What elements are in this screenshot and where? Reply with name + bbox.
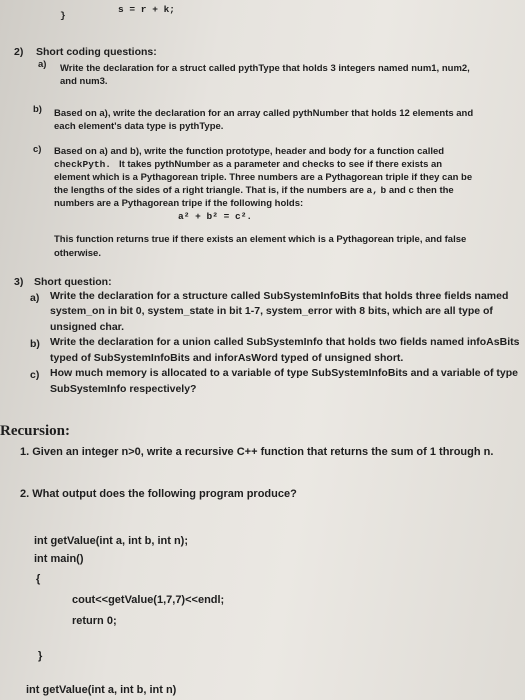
q2c-line2 (54, 159, 442, 171)
q2c-line3: element which is a Pythagorean triple. Three numbers are a Pythagorean triple if they can be (54, 172, 473, 183)
q2c-line5: numbers are a Pythagorean tripe if the following holds: (54, 198, 304, 209)
q2b-line1: Based on a), write the declaration for an array called pythNumber that holds 12 elements and (54, 108, 474, 119)
q3-number: 3) (14, 276, 24, 288)
recursion-q1: 1. Given an integer n>0, write a recursive C++ function that returns the sum of 1 through n. (20, 446, 494, 458)
q2c-line1: Based on a) and b), write the function prototype, header and body for a function called (54, 146, 445, 157)
code-line-definition: int getValue(int a, int b, int n) (26, 684, 177, 696)
code-line-prototype: int getValue(int a, int b, int n); (34, 535, 188, 547)
q3c-label: c) (30, 369, 40, 381)
checkpyth-code: checkPyth. (54, 159, 112, 170)
code-line-cout: cout<<getValue(1,7,7)<<endl; (72, 594, 225, 606)
q2-number: 2) (14, 46, 24, 58)
q2c-line4-text: the lengths of the sides of a right triangle. That is, if the numbers are (54, 185, 364, 196)
q2b-label: b) (33, 104, 42, 115)
recursion-q2: 2. What output does the following program produce? (20, 488, 297, 500)
q2c-label: c) (33, 144, 42, 155)
q2c-returns1: This function returns true if there exists an element which is a Pythagorean triple, and false (54, 234, 467, 245)
var-a: a, (366, 185, 378, 196)
q2c-line2-rest: It takes pythNumber as a parameter and checks to see if there exists an (118, 159, 443, 170)
code-line-main: int main() (34, 553, 84, 565)
q2a-line2: and num3. (60, 76, 108, 87)
q2c-returns2: otherwise. (54, 248, 101, 259)
and-word: and (388, 185, 406, 196)
q2b-line2: each element's data type is pythType. (54, 121, 224, 132)
q3a-line3: unsigned char. (50, 321, 125, 333)
q3a-label: a) (30, 292, 40, 304)
q3-heading: Short question: (34, 276, 112, 288)
q2-heading: Short coding questions: (36, 46, 157, 58)
var-b: b (380, 185, 387, 196)
q3a-line2: system_on in bit 0, system_state in bit 1-7, system_error with 8 bits, which are all type of (50, 305, 493, 317)
q3b-label: b) (30, 338, 40, 350)
recursion-heading: Recursion: (0, 423, 70, 439)
closing-brace: } (60, 10, 66, 21)
q2a-line1: Write the declaration for a struct called pythType that holds 3 integers named num1, num2, (60, 63, 470, 74)
q3a-line1: Write the declaration for a structure called SubSystemInfoBits that holds three fields named (50, 290, 509, 302)
code-line-open-brace: { (36, 573, 41, 585)
q3c-line1: How much memory is allocated to a variable of type SubSystemInfoBits and a variable of type (50, 367, 518, 379)
code-line-return: return 0; (72, 615, 117, 627)
then-word: then the (416, 185, 454, 196)
var-c: c (408, 185, 415, 196)
q3b-line1: Write the declaration for a union called SubSystemInfo that holds two fields named infoAsBits (50, 336, 520, 348)
q2a-label: a) (38, 59, 47, 70)
code-line-close-brace: } (38, 650, 43, 662)
q3b-line2: typed of SubSystemInfoBits and inforAsWord typed of unsigned short. (50, 352, 404, 364)
pythagorean-formula: a² + b² = c². (178, 211, 253, 222)
q3c-line2: SubSystemInfo respectively? (50, 383, 197, 395)
code-statement: s = r + k; (118, 4, 176, 15)
q2c-line4 (54, 185, 454, 197)
